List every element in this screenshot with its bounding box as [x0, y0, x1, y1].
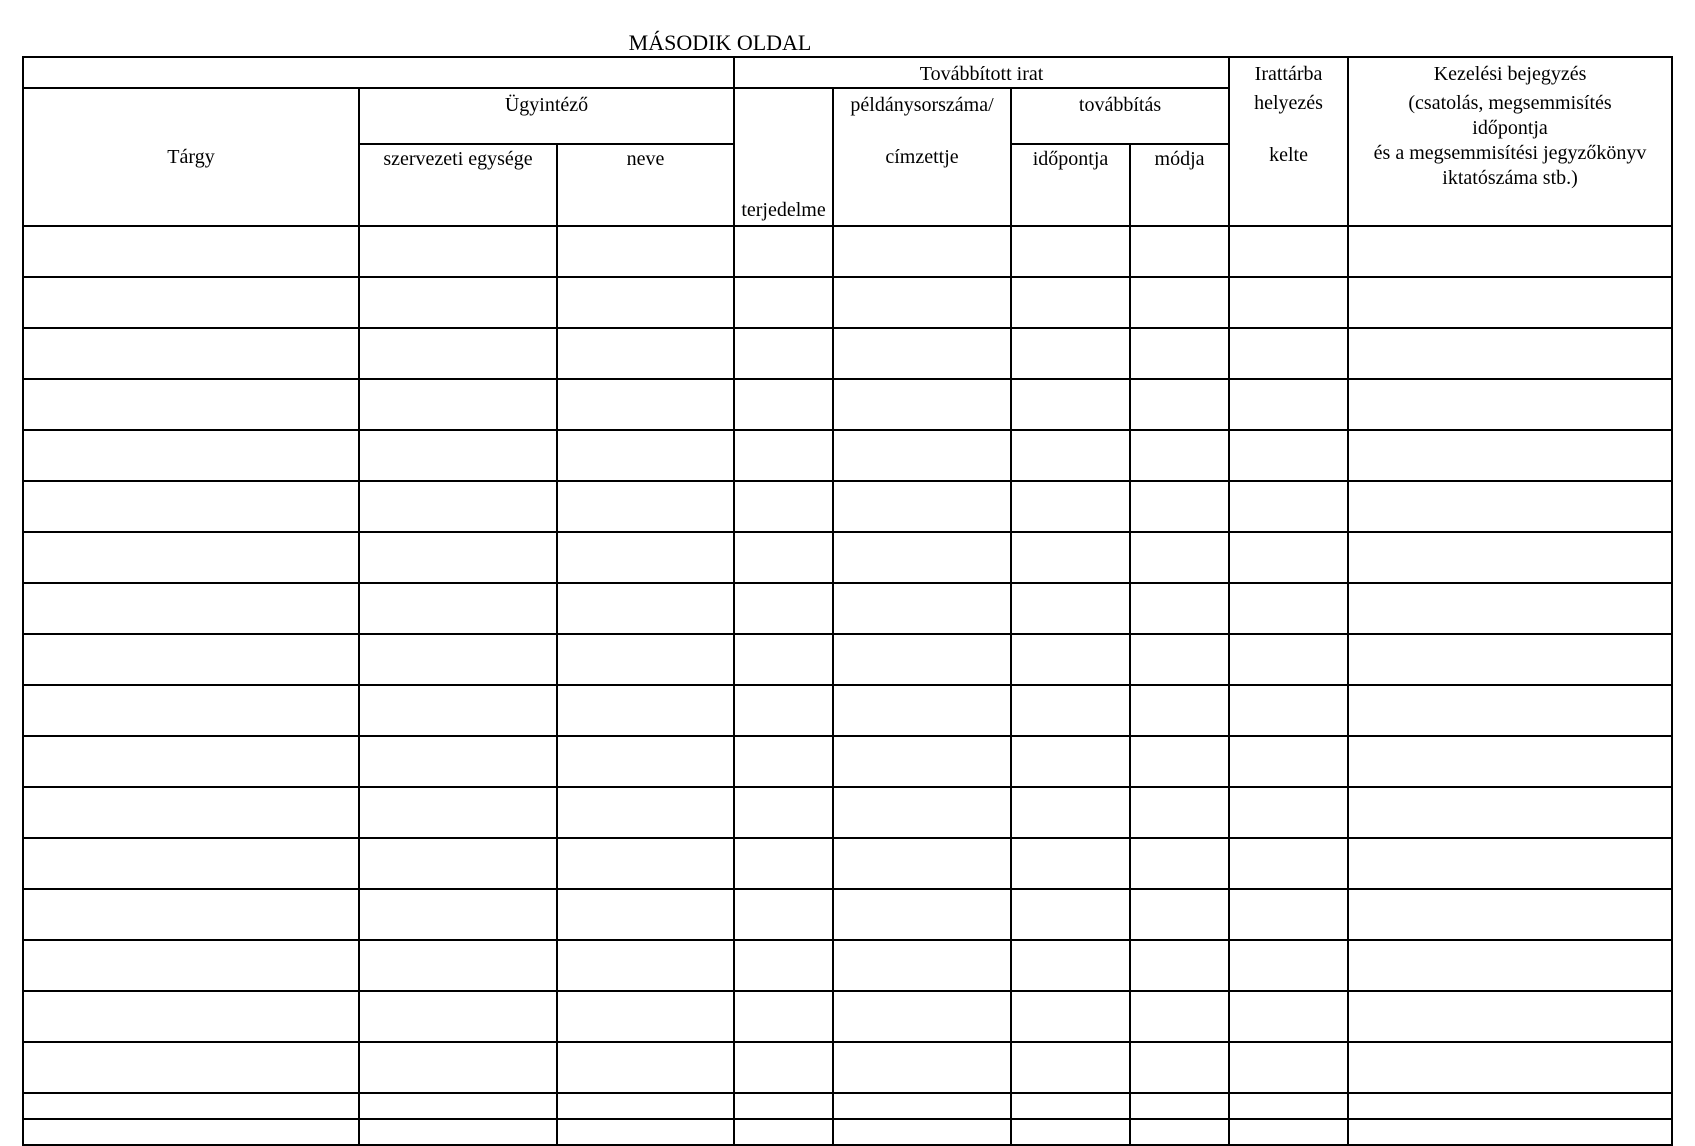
- table-cell[interactable]: [23, 685, 359, 736]
- table-cell[interactable]: [359, 736, 557, 787]
- table-cell[interactable]: [833, 1042, 1011, 1093]
- table-cell[interactable]: [1229, 736, 1348, 787]
- table-cell[interactable]: [557, 991, 734, 1042]
- table-row: [23, 1093, 1672, 1119]
- table-cell[interactable]: [23, 787, 359, 838]
- table-cell[interactable]: [833, 889, 1011, 940]
- table-cell[interactable]: [734, 430, 833, 481]
- table-cell[interactable]: [1348, 226, 1672, 277]
- table-cell[interactable]: [1011, 1042, 1130, 1093]
- table-cell[interactable]: [1011, 532, 1130, 583]
- table-cell[interactable]: [1130, 1042, 1229, 1093]
- table-cell[interactable]: [734, 634, 833, 685]
- table-cell[interactable]: [359, 838, 557, 889]
- table-cell[interactable]: [1130, 838, 1229, 889]
- table-cell[interactable]: [1130, 736, 1229, 787]
- table-cell[interactable]: [23, 1093, 359, 1119]
- table-cell[interactable]: [833, 1119, 1011, 1145]
- table-cell[interactable]: [734, 685, 833, 736]
- table-cell[interactable]: [833, 991, 1011, 1042]
- table-cell[interactable]: [359, 481, 557, 532]
- table-cell[interactable]: [23, 532, 359, 583]
- table-cell[interactable]: [359, 277, 557, 328]
- table-cell[interactable]: [833, 583, 1011, 634]
- table-cell[interactable]: [1130, 940, 1229, 991]
- table-cell[interactable]: [557, 481, 734, 532]
- table-row: [23, 583, 1672, 634]
- table-cell[interactable]: [1348, 379, 1672, 430]
- table-cell[interactable]: [1011, 277, 1130, 328]
- table-cell[interactable]: [833, 685, 1011, 736]
- table-cell[interactable]: [833, 736, 1011, 787]
- header-kezelesi-line3: és a megsemmisítési jegyzőkönyv iktatószáma stb.): [1373, 142, 1647, 189]
- table-cell[interactable]: [1130, 685, 1229, 736]
- table-cell[interactable]: [1011, 787, 1130, 838]
- table-cell[interactable]: [359, 1119, 557, 1145]
- table-cell[interactable]: [557, 838, 734, 889]
- table-cell[interactable]: [1011, 838, 1130, 889]
- table-cell[interactable]: [1229, 226, 1348, 277]
- table-cell[interactable]: [359, 889, 557, 940]
- table-cell[interactable]: [1348, 787, 1672, 838]
- table-cell[interactable]: [23, 379, 359, 430]
- table-cell[interactable]: [1348, 1119, 1672, 1145]
- header-irattarba: Irattárba: [1254, 63, 1323, 85]
- table-cell[interactable]: [1011, 685, 1130, 736]
- table-cell[interactable]: [23, 838, 359, 889]
- table-row: [23, 226, 1672, 277]
- table-cell[interactable]: [1229, 787, 1348, 838]
- table-cell[interactable]: [1130, 430, 1229, 481]
- table-row: [23, 634, 1672, 685]
- table-cell[interactable]: [1348, 1042, 1672, 1093]
- table-cell[interactable]: [1011, 1119, 1130, 1145]
- table-cell[interactable]: [833, 838, 1011, 889]
- table-cell[interactable]: [23, 634, 359, 685]
- table-cell[interactable]: [557, 1042, 734, 1093]
- table-cell[interactable]: [833, 787, 1011, 838]
- table-cell[interactable]: [23, 481, 359, 532]
- table-cell[interactable]: [1130, 481, 1229, 532]
- header-tovabbitas: továbbítás: [1011, 88, 1229, 144]
- table-row: [23, 685, 1672, 736]
- table-row: [23, 328, 1672, 379]
- table-cell[interactable]: [359, 685, 557, 736]
- table-cell[interactable]: [1229, 991, 1348, 1042]
- table-cell[interactable]: [734, 277, 833, 328]
- table-cell[interactable]: [1229, 1042, 1348, 1093]
- table-row: [23, 277, 1672, 328]
- table-cell[interactable]: [833, 1093, 1011, 1119]
- table-cell[interactable]: [557, 532, 734, 583]
- table-cell[interactable]: [1229, 277, 1348, 328]
- table-cell[interactable]: [557, 685, 734, 736]
- table-cell[interactable]: [359, 634, 557, 685]
- table-cell[interactable]: [1348, 481, 1672, 532]
- table-cell[interactable]: [734, 736, 833, 787]
- table-row: [23, 787, 1672, 838]
- table-cell[interactable]: [833, 430, 1011, 481]
- table-cell[interactable]: [359, 532, 557, 583]
- table-cell[interactable]: [23, 226, 359, 277]
- table-row: [23, 430, 1672, 481]
- table-cell[interactable]: [1011, 379, 1130, 430]
- table-cell[interactable]: [1130, 277, 1229, 328]
- table-cell[interactable]: [1130, 532, 1229, 583]
- header-modja: módja: [1130, 144, 1229, 226]
- table-cell[interactable]: [23, 940, 359, 991]
- table-cell[interactable]: [1348, 991, 1672, 1042]
- table-cell[interactable]: [359, 991, 557, 1042]
- table-cell[interactable]: [734, 1042, 833, 1093]
- table-cell[interactable]: [23, 1119, 359, 1145]
- register-table: [22, 56, 1673, 1146]
- table-cell[interactable]: [1229, 634, 1348, 685]
- table-cell[interactable]: [833, 940, 1011, 991]
- table-cell[interactable]: [1130, 226, 1229, 277]
- table-cell[interactable]: [359, 787, 557, 838]
- table-cell[interactable]: [734, 532, 833, 583]
- table-cell[interactable]: [1130, 379, 1229, 430]
- table-row: [23, 736, 1672, 787]
- table-cell[interactable]: [1348, 277, 1672, 328]
- table-cell[interactable]: [23, 736, 359, 787]
- header-kelte: kelte: [1269, 144, 1308, 166]
- table-cell[interactable]: [833, 277, 1011, 328]
- table-cell[interactable]: [833, 532, 1011, 583]
- table-cell[interactable]: [1229, 1093, 1348, 1119]
- header-idopontja: időpontja: [1011, 144, 1130, 226]
- table-row: [23, 838, 1672, 889]
- table-cell[interactable]: [1130, 889, 1229, 940]
- table-cell[interactable]: [359, 430, 557, 481]
- table-row: [23, 889, 1672, 940]
- table-row: [23, 940, 1672, 991]
- table-cell[interactable]: [734, 991, 833, 1042]
- table-cell[interactable]: [1348, 634, 1672, 685]
- table-cell[interactable]: [1011, 583, 1130, 634]
- table-cell[interactable]: [1011, 940, 1130, 991]
- table-cell[interactable]: [734, 379, 833, 430]
- table-cell[interactable]: [1229, 1119, 1348, 1145]
- table-cell[interactable]: [557, 787, 734, 838]
- table-cell[interactable]: [1130, 583, 1229, 634]
- page-title: MÁSODIK OLDAL: [628, 30, 812, 55]
- table-row: [23, 1119, 1672, 1145]
- table-cell[interactable]: [1011, 736, 1130, 787]
- table-row: [23, 379, 1672, 430]
- table-cell[interactable]: [557, 430, 734, 481]
- table-cell[interactable]: [734, 1093, 833, 1119]
- table-cell[interactable]: [1229, 583, 1348, 634]
- table-row: [23, 1042, 1672, 1093]
- table-cell[interactable]: [1130, 328, 1229, 379]
- table-cell[interactable]: [557, 889, 734, 940]
- table-cell[interactable]: [833, 634, 1011, 685]
- table-cell[interactable]: [1229, 838, 1348, 889]
- table-cell[interactable]: [1348, 430, 1672, 481]
- table-cell[interactable]: [1348, 685, 1672, 736]
- table-cell[interactable]: [833, 226, 1011, 277]
- header-ugyintezo: Ügyintéző: [359, 88, 734, 144]
- header-kezelesi-line2: (csatolás, megsemmisítés időpontja: [1408, 92, 1612, 139]
- table-cell[interactable]: [1229, 685, 1348, 736]
- table-row: [23, 481, 1672, 532]
- table-cell[interactable]: [557, 583, 734, 634]
- table-cell[interactable]: [1229, 940, 1348, 991]
- table-cell[interactable]: [1011, 328, 1130, 379]
- table-cell[interactable]: [1229, 532, 1348, 583]
- table-cell[interactable]: [1348, 328, 1672, 379]
- table-cell[interactable]: [1348, 838, 1672, 889]
- table-cell[interactable]: [1011, 430, 1130, 481]
- table-cell[interactable]: [1348, 583, 1672, 634]
- table-cell[interactable]: [1348, 940, 1672, 991]
- table-cell[interactable]: [1348, 736, 1672, 787]
- table-cell[interactable]: [557, 1093, 734, 1119]
- table-cell[interactable]: [557, 736, 734, 787]
- table-cell[interactable]: [1348, 1093, 1672, 1119]
- header-cimzettje: címzettje: [885, 146, 959, 168]
- header-kezelesi-title: Kezelési bejegyzés: [1433, 63, 1587, 85]
- table-cell[interactable]: [23, 328, 359, 379]
- table-cell[interactable]: [734, 787, 833, 838]
- table-cell[interactable]: [1011, 991, 1130, 1042]
- table-cell[interactable]: [1348, 889, 1672, 940]
- header-helyezes: helyezés: [1254, 92, 1323, 114]
- table-cell[interactable]: [1130, 1119, 1229, 1145]
- table-cell[interactable]: [557, 940, 734, 991]
- table-cell[interactable]: [1229, 379, 1348, 430]
- table-cell[interactable]: [359, 328, 557, 379]
- header-irattarba-helyezes: [1229, 57, 1348, 226]
- table-cell[interactable]: [359, 583, 557, 634]
- table-cell[interactable]: [557, 634, 734, 685]
- table-cell[interactable]: [833, 328, 1011, 379]
- table-cell[interactable]: [734, 328, 833, 379]
- header-peldanysorszama: példánysorszáma/: [850, 94, 994, 116]
- header-szervezeti-egysege: szervezeti egysége: [359, 144, 557, 226]
- header-targy: Tárgy: [23, 88, 359, 226]
- table-cell[interactable]: [734, 889, 833, 940]
- table-cell[interactable]: [1229, 430, 1348, 481]
- table-cell[interactable]: [23, 583, 359, 634]
- header-kezelesi-bejegyzes: [1348, 57, 1672, 226]
- table-cell[interactable]: [557, 226, 734, 277]
- table-cell[interactable]: [1130, 991, 1229, 1042]
- table-cell[interactable]: [734, 838, 833, 889]
- table-cell[interactable]: [1130, 634, 1229, 685]
- table-cell[interactable]: [557, 328, 734, 379]
- table-cell[interactable]: [1011, 1093, 1130, 1119]
- table-cell[interactable]: [833, 481, 1011, 532]
- table-cell[interactable]: [557, 1119, 734, 1145]
- header-terjedelme: terjedelme: [734, 88, 833, 226]
- table-cell[interactable]: [1130, 1093, 1229, 1119]
- table-cell[interactable]: [359, 940, 557, 991]
- table-cell[interactable]: [1011, 481, 1130, 532]
- table-cell[interactable]: [734, 583, 833, 634]
- table-cell[interactable]: [23, 430, 359, 481]
- table-cell[interactable]: [734, 226, 833, 277]
- table-row: [23, 532, 1672, 583]
- table-cell[interactable]: [23, 1042, 359, 1093]
- table-cell[interactable]: [1130, 787, 1229, 838]
- table-cell[interactable]: [734, 940, 833, 991]
- table-cell[interactable]: [1348, 532, 1672, 583]
- table-cell[interactable]: [557, 379, 734, 430]
- header-tovabbitott-irat: Továbbított irat: [734, 57, 1229, 88]
- table-cell[interactable]: [23, 889, 359, 940]
- table-cell[interactable]: [23, 277, 359, 328]
- table-cell[interactable]: [359, 226, 557, 277]
- header-blank-cell: [23, 57, 734, 88]
- table-cell[interactable]: [359, 1042, 557, 1093]
- table-cell[interactable]: [359, 379, 557, 430]
- table-row: [23, 991, 1672, 1042]
- table-cell[interactable]: [734, 481, 833, 532]
- table-cell[interactable]: [23, 991, 359, 1042]
- table-cell[interactable]: [1229, 481, 1348, 532]
- table-cell[interactable]: [1011, 226, 1130, 277]
- table-cell[interactable]: [1011, 889, 1130, 940]
- table-cell[interactable]: [359, 1093, 557, 1119]
- table-cell[interactable]: [1229, 328, 1348, 379]
- header-peldanysorszama-cimzettje: [833, 88, 1011, 226]
- header-neve: neve: [557, 144, 734, 226]
- table-cell[interactable]: [734, 1119, 833, 1145]
- table-cell[interactable]: [1011, 634, 1130, 685]
- table-cell[interactable]: [1229, 889, 1348, 940]
- table-cell[interactable]: [833, 379, 1011, 430]
- table-cell[interactable]: [557, 277, 734, 328]
